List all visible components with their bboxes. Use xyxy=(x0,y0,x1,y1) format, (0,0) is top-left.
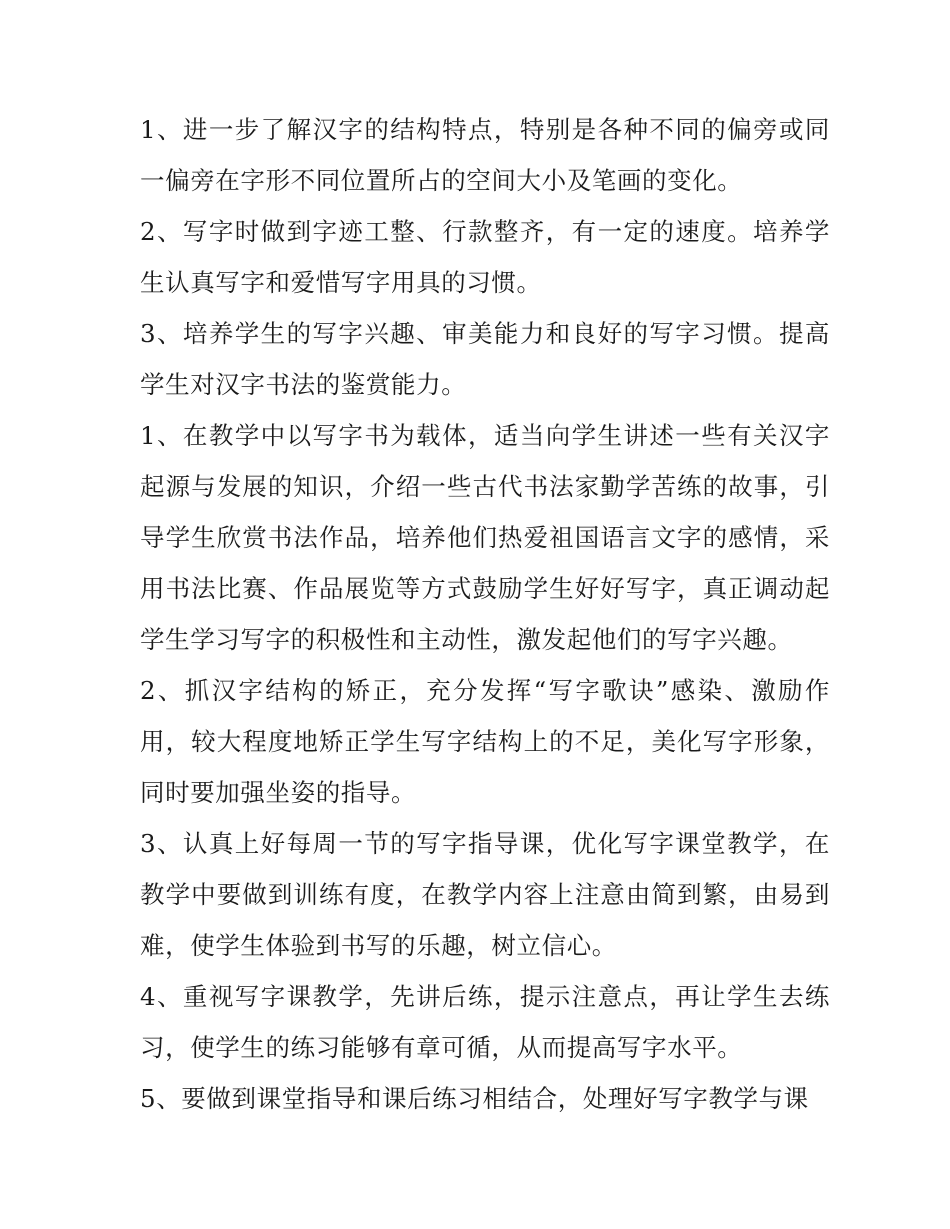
paragraph: 5、要做到课堂指导和课后练习相结合，处理好写字教学与课 xyxy=(140,1084,809,1113)
paragraph: 3、认真上好每周一节的写字指导课，优化写字课堂教学，在教学中要做到训练有度，在教学内容上注意由简到繁，由易到难，使学生体验到书写的乐趣，树立信心。 xyxy=(140,829,830,960)
paragraph: 2、抓汉字结构的矫正，充分发挥“写字歌诀”感染、激励作用，较大程度地矫正学生写字结构上的不足，美化写字形象，同时要加强坐姿的指导。 xyxy=(140,676,830,807)
paragraph: 4、重视写字课教学，先讲后练，提示注意点，再让学生去练习，使学生的练习能够有章可循，从而提高写字水平。 xyxy=(140,982,830,1062)
paragraph: 2、写字时做到字迹工整、行款整齐，有一定的速度。培养学生认真写字和爱惜写字用具的习惯。 xyxy=(140,217,830,297)
document-body xyxy=(140,104,830,1124)
paragraph: 1、在教学中以写字书为载体，适当向学生讲述一些有关汉字起源与发展的知识，介绍一些古代书法家勤学苦练的故事，引导学生欣赏书法作品，培养他们热爱祖国语言文字的感情，采用书法比赛、作品展览等方式鼓励学生好好写字，真正调动起学生学习写字的积极性和主动性，激发起他们的写字兴趣。 xyxy=(140,421,830,654)
paragraph: 1、进一步了解汉字的结构特点，特别是各种不同的偏旁或同一偏旁在字形不同位置所占的空间大小及笔画的变化。 xyxy=(140,115,830,195)
paragraph: 3、培养学生的写字兴趣、审美能力和良好的写字习惯。提高学生对汉字书法的鉴赏能力。 xyxy=(140,319,830,399)
